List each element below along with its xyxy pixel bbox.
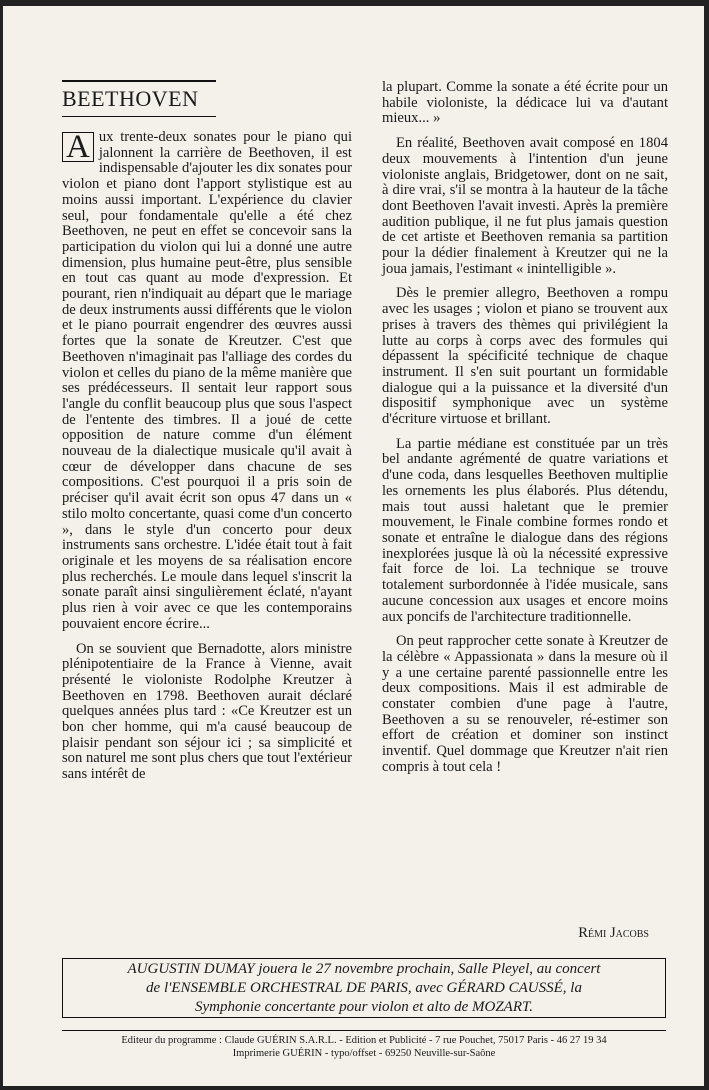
publisher-footer	[62, 1034, 666, 1060]
notice-line: de l'ENSEMBLE ORCHESTRAL DE PARIS, avec GÉRARD CAUSSÉ, la	[146, 980, 582, 996]
paragraph: Dès le premier allegro, Beethoven a rompu avec les usages ; violon et piano se trouvent aux prises à travers des thèmes qui privilégient la lutte au corps à corps avec des formules qui dépassent la spécificité technique de chaque instrument. Il s'en suit pourtant un formidable dialogue qui a la puissance et la diversité d'un dispositif symphonique avec un système d'écriture virtuose et brillant.	[382, 285, 668, 428]
scan-border-left	[0, 0, 3, 1090]
title-rule	[62, 80, 216, 82]
paragraph: On peut rapprocher cette sonate à Kreutzer de la célèbre « Appassionata » dans la mesure où il y a une certaine parenté passionnelle entre les deux compositions. Mais il est admirable de constater combien d'une page à l'autre, Beethoven a su se renouveler, ré-estimer son effort de création et dominer son instinct inventif. Quel dommage que Kreutzer n'ait rien compris à tout cela !	[382, 633, 668, 775]
paragraph	[62, 130, 352, 633]
footer-line: Editeur du programme : Claude GUÉRIN S.A.R.L. - Edition et Publicité - 7 rue Pouchet, 75017 Paris - 46 27 19 34	[121, 1035, 607, 1046]
drop-cap: A	[62, 132, 94, 162]
paragraph: La partie médiane est constituée par un très bel andante agrémenté de quatre variations et d'une coda, dans lesquelles Beethoven multiplie les ornements les plus élaborés. Plus détendu, mais tout aussi haletant que le premier mouvement, le Finale combine formes rondo et sonate et entraîne le dialogue dans des régions inexplorées jusque là où la nécessité expressive fait force de loi. La technique se trouve totalement surbordonnée à l'idée musicale, sans aucune concession aux usages et encore moins aux poncifs de l'architecture traditionnelle.	[382, 435, 668, 625]
article-title: BEETHOVEN	[62, 86, 199, 111]
footer-rule	[62, 1030, 666, 1031]
notice-line: Symphonie concertante pour violon et alto de MOZART.	[195, 999, 533, 1015]
author-signature: Rémi Jacobs	[578, 925, 649, 941]
footer-line: Imprimerie GUÉRIN - typo/offset - 69250 Neuville-sur-Saône	[232, 1048, 496, 1059]
paragraph-text: ux trente-deux sonates pour le piano qui jalonnent la carrière de Beethoven, il est indispensable d'ajouter les dix sonates pour violon et piano dont l'apport stylistique est au moins aussi important. L'expérience du clavier seul, pour fondamentale qu'elle a été chez Beethoven, ne peut en effet se concevoir sans la participation du violon qui lui a donné une autre dimension, plus humaine peut-être, plus sensible en tout cas quant au mode d'expression. Et pourant, rien n'indiquait au départ que le mariage de deux instruments aussi différents que le violon et le piano pourrait engendrer des œuvres aussi fortes que la sonate de Kreutzer. C'est que Beethoven n'imaginait pas l'alliage des cordes du violon et celles du piano de la même manière que ses prédécesseurs. Il sentait leur rapport sous l'angle du conflit beaucoup plus que sous l'aspect de l'entente des timbres. Il a joué de cette opposition de nature comme d'un élément nouveau de la dialectique musicale qu'il avait à cœur de développer dans chacune de ses compositions. C'est pourquoi il a pris soin de préciser qu'il avait écrit son opus 47 dans un « stilo molto concertante, quasi come d'un concerto », dans le style d'un concerto pour deux instruments sans orchestre. L'idée était tout à fait originale et les moyens de sa réalisation encore plus recherchés. Le moule dans lequel s'inscrit la sonate paraît ainsi singulièrement éclaté, n'ayant plus rien à voir avec ce que les contemporains pouvaient encore écrire...	[62, 129, 352, 632]
paragraph: la plupart. Comme la sonate a été écrite pour un habile violoniste, la dédicace lui va d'autant mieux... »	[382, 79, 668, 127]
left-column	[62, 130, 352, 783]
concert-notice-box	[62, 958, 666, 1018]
title-underline	[62, 116, 216, 117]
scan-border-top	[0, 0, 709, 6]
notice-line: AUGUSTIN DUMAY jouera le 27 novembre prochain, Salle Pleyel, au concert	[127, 961, 601, 977]
right-column	[382, 80, 668, 776]
scan-border-bottom	[0, 1086, 709, 1090]
paragraph: On se souvient que Bernadotte, alors ministre plénipotentiaire de la France à Vienne, avait présenté le violoniste Rodolphe Kreutzer à Beethoven en 1798. Beethoven aurait déclaré quelques années plus tard : «Ce Kreutzer est un bon cher homme, qui m'a causé beaucoup de plaisir pendant son séjour ici ; sa simplicité et son naturel me sont plus chers que tout l'extérieur sans intérêt de	[62, 640, 352, 783]
paragraph: En réalité, Beethoven avait composé en 1804 deux mouvements à l'intention d'un jeune violoniste anglais, Bridgetower, dont on ne sait, à dire vrai, s'il se montra à la hauteur de la tâche dont Beethoven l'avait investi. Après la première audition publique, il ne fut plus jamais question de cet artiste et Beethoven remania sa partition pour la dédier finalement à Kreutzer qui ne la joua jamais, l'estimant « inintelligible ».	[382, 135, 668, 277]
scan-border-right	[704, 0, 709, 1090]
